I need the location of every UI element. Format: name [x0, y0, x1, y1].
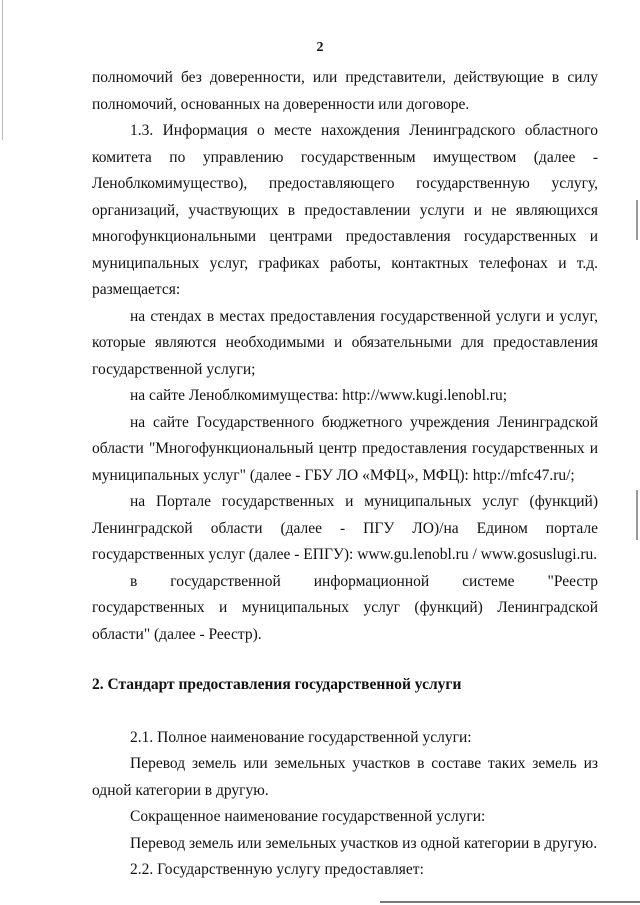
paragraph: на сайте Государственного бюджетного учреждения Ленинградской области "Многофункциональный центр предоставления государственных и муниципальных услуг" (далее - ГБУ ЛО «МФЦ», МФЦ): http://mfc47.ru/; [92, 413, 598, 484]
paragraph: 2.2. Государственную услугу предоставляет: [130, 861, 424, 878]
paragraph: 2.1. Полное наименование государственной услуги: [130, 728, 472, 746]
scan-edge-mark [636, 200, 638, 240]
document-body [92, 65, 598, 884]
scan-edge-mark [380, 901, 640, 903]
paragraph: в государственной информационной системе "Реестр государственных и муниципальных услуг (функций) Ленинградской области" (далее - Реестр). [92, 572, 598, 643]
scan-edge-mark [636, 490, 638, 540]
paragraph: на сайте Леноблкомимущества: http://www.kugi.lenobl.ru; [130, 387, 508, 404]
paragraph: на Портале государственных и муниципальных услуг (функций) Ленинградской области (далее - ПГУ ЛО)/на Едином портале государственных услуг (далее - ЕПГУ): www.gu.lenobl.ru / www.gosuslugi.ru. [92, 493, 598, 563]
section-heading: 2. Стандарт предоставления государственной услуги [92, 676, 462, 693]
scan-edge-mark [2, 0, 3, 140]
paragraph: Сокращенное наименование государственной услуги: [130, 808, 486, 825]
page-number: 2 [316, 40, 324, 55]
paragraph: Перевод земель или земельных участков из одной категории в другую. [130, 834, 598, 852]
paragraph: полномочий без доверенности, или представители, действующие в силу полномочий, основанных на доверенности или договоре. [92, 69, 598, 113]
paragraph: на стендах в местах предоставления государственной услуги и услуг, которые являются необходимыми и обязательными для предоставления государственной услуги; [92, 307, 598, 378]
paragraph: 1.3. Информация о месте нахождения Ленинградского областного комитета по управлению государственным имуществом (далее - Леноблкомимущество), предоставляющего государственную услугу, организаций, участвующих в предоставлении услуги и не являющихся многофункциональными центрами предоставления государственных и муниципальных услуг, графиках работы, контактных телефонах и т.д. размещается: [92, 122, 598, 298]
paragraph: Перевод земель или земельных участков в составе таких земель из одной категории в другую. [92, 755, 598, 799]
